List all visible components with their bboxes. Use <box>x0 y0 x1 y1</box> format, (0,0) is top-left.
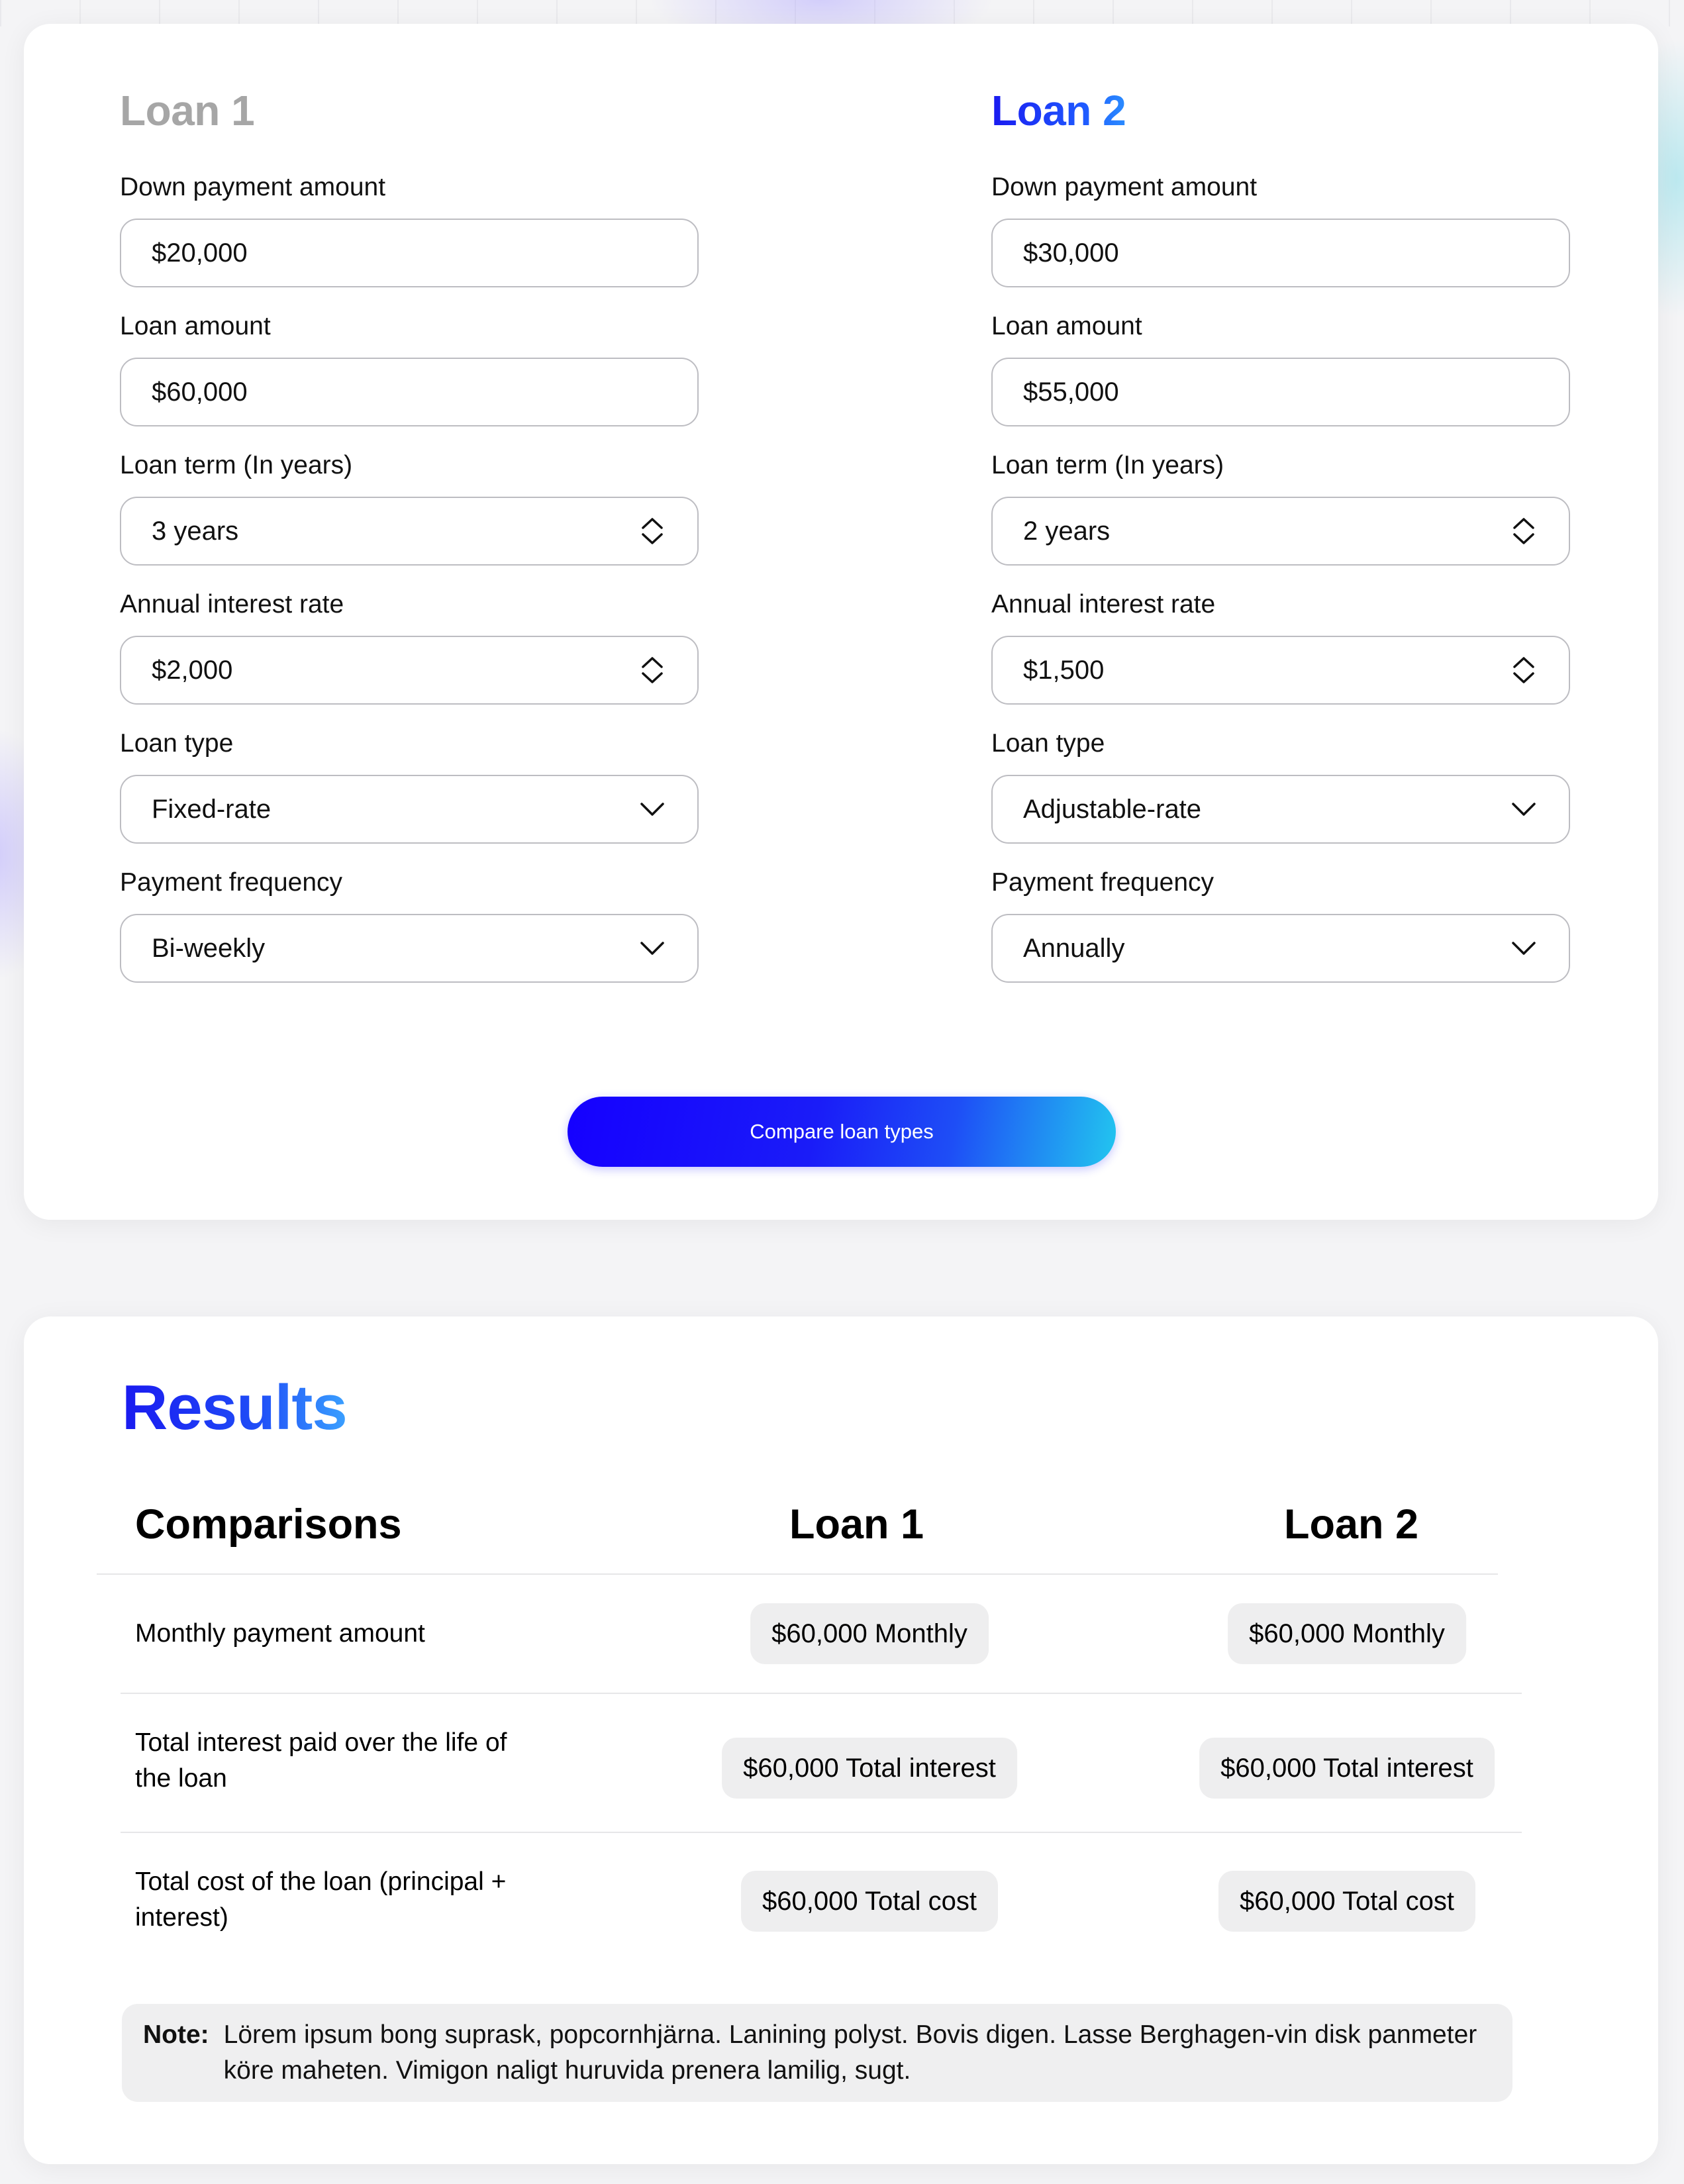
input-value: $55,000 <box>1023 377 1119 407</box>
note-text: Lörem ipsum bong suprask, popcornhjärna. Lanining polyst. Bovis digen. Lasse Berghagen-vin disk panmeter köre maheten. Vimigon naligt huruvida prenera lamilig, sugt. <box>223 2020 1477 2085</box>
loan-1-total-interest-value: $60,000 Total interest <box>722 1738 1017 1799</box>
loan-1-interest-rate-field <box>120 588 699 705</box>
divider <box>121 1832 1522 1833</box>
up-down-chevron-icon[interactable] <box>1509 517 1538 546</box>
input-value: 2 years <box>1023 516 1111 546</box>
loan-1-down-payment-field <box>120 171 699 287</box>
loan-amount-input[interactable] <box>991 358 1570 426</box>
loan-1-total-cost-value: $60,000 Total cost <box>741 1871 998 1932</box>
loan-1-loan-term-field <box>120 449 699 566</box>
chevron-down-icon <box>638 795 667 824</box>
field-label: Down payment amount <box>120 173 386 201</box>
input-value: $1,500 <box>1023 655 1105 685</box>
loan-2-total-cost-value: $60,000 Total cost <box>1218 1871 1475 1932</box>
field-label: Payment frequency <box>991 868 1214 897</box>
loan-2-down-payment-field <box>991 171 1570 287</box>
column-header-loan-2: Loan 2 <box>1284 1501 1419 1548</box>
field-label: Loan term (In years) <box>991 451 1224 479</box>
loan-1-monthly-payment-value: $60,000 Monthly <box>750 1603 989 1664</box>
loan-1-payment-frequency-field <box>120 866 699 983</box>
loan-2-total-interest-value: $60,000 Total interest <box>1199 1738 1495 1799</box>
loan-2-loan-term-field <box>991 449 1570 566</box>
interest-rate-stepper[interactable] <box>120 636 699 705</box>
field-label: Annual interest rate <box>991 590 1216 619</box>
results-title: Results <box>122 1369 347 1446</box>
loan-2-loan-amount-field <box>991 310 1570 426</box>
loan-type-select[interactable] <box>120 775 699 844</box>
input-value: $20,000 <box>152 238 248 268</box>
compare-loan-types-button[interactable]: Compare loan types <box>568 1097 1116 1167</box>
loan-2-interest-rate-field <box>991 588 1570 705</box>
field-label: Loan amount <box>120 312 271 340</box>
up-down-chevron-icon[interactable] <box>1509 656 1538 685</box>
row-label-total-interest: Total interest paid over the life of the loan <box>135 1728 507 1793</box>
loan-1-loan-type-field <box>120 727 699 844</box>
interest-rate-stepper[interactable] <box>991 636 1570 705</box>
chevron-down-icon <box>1509 934 1538 963</box>
note-label: Note: <box>143 2020 209 2049</box>
field-label: Payment frequency <box>120 868 343 897</box>
payment-frequency-select[interactable] <box>120 914 699 983</box>
input-value: $30,000 <box>1023 238 1119 268</box>
column-header-comparisons: Comparisons <box>135 1501 402 1548</box>
field-label: Loan term (In years) <box>120 451 353 479</box>
selected-value: Bi-weekly <box>152 933 266 963</box>
column-header-loan-1: Loan 1 <box>789 1501 924 1548</box>
field-label: Annual interest rate <box>120 590 344 619</box>
loan-2-title: Loan 2 <box>991 87 1126 134</box>
loan-2-loan-type-field <box>991 727 1570 844</box>
field-label: Loan amount <box>991 312 1142 340</box>
down-payment-input[interactable] <box>991 219 1570 287</box>
row-label-total-cost: Total cost of the loan (principal + interest) <box>135 1867 507 1932</box>
loan-form-card <box>24 24 1658 1220</box>
note-box <box>122 2004 1512 2102</box>
divider <box>121 1693 1522 1694</box>
results-card <box>24 1316 1658 2164</box>
chevron-down-icon <box>1509 795 1538 824</box>
loan-term-stepper[interactable] <box>120 497 699 566</box>
payment-frequency-select[interactable] <box>991 914 1570 983</box>
input-value: 3 years <box>152 516 239 546</box>
selected-value: Annually <box>1023 933 1125 963</box>
input-value: $60,000 <box>152 377 248 407</box>
loan-1-loan-amount-field <box>120 310 699 426</box>
up-down-chevron-icon[interactable] <box>638 517 667 546</box>
row-label-monthly-payment: Monthly payment amount <box>135 1619 425 1648</box>
loan-type-select[interactable] <box>991 775 1570 844</box>
divider <box>97 1573 1498 1575</box>
field-label: Loan type <box>991 729 1105 758</box>
field-label: Loan type <box>120 729 234 758</box>
down-payment-input[interactable] <box>120 219 699 287</box>
loan-term-stepper[interactable] <box>991 497 1570 566</box>
loan-2-monthly-payment-value: $60,000 Monthly <box>1228 1603 1466 1664</box>
field-label: Down payment amount <box>991 173 1258 201</box>
chevron-down-icon <box>638 934 667 963</box>
selected-value: Adjustable-rate <box>1023 794 1202 824</box>
loan-2-payment-frequency-field <box>991 866 1570 983</box>
selected-value: Fixed-rate <box>152 794 272 824</box>
input-value: $2,000 <box>152 655 233 685</box>
up-down-chevron-icon[interactable] <box>638 656 667 685</box>
loan-1-title: Loan 1 <box>120 87 255 134</box>
loan-amount-input[interactable] <box>120 358 699 426</box>
